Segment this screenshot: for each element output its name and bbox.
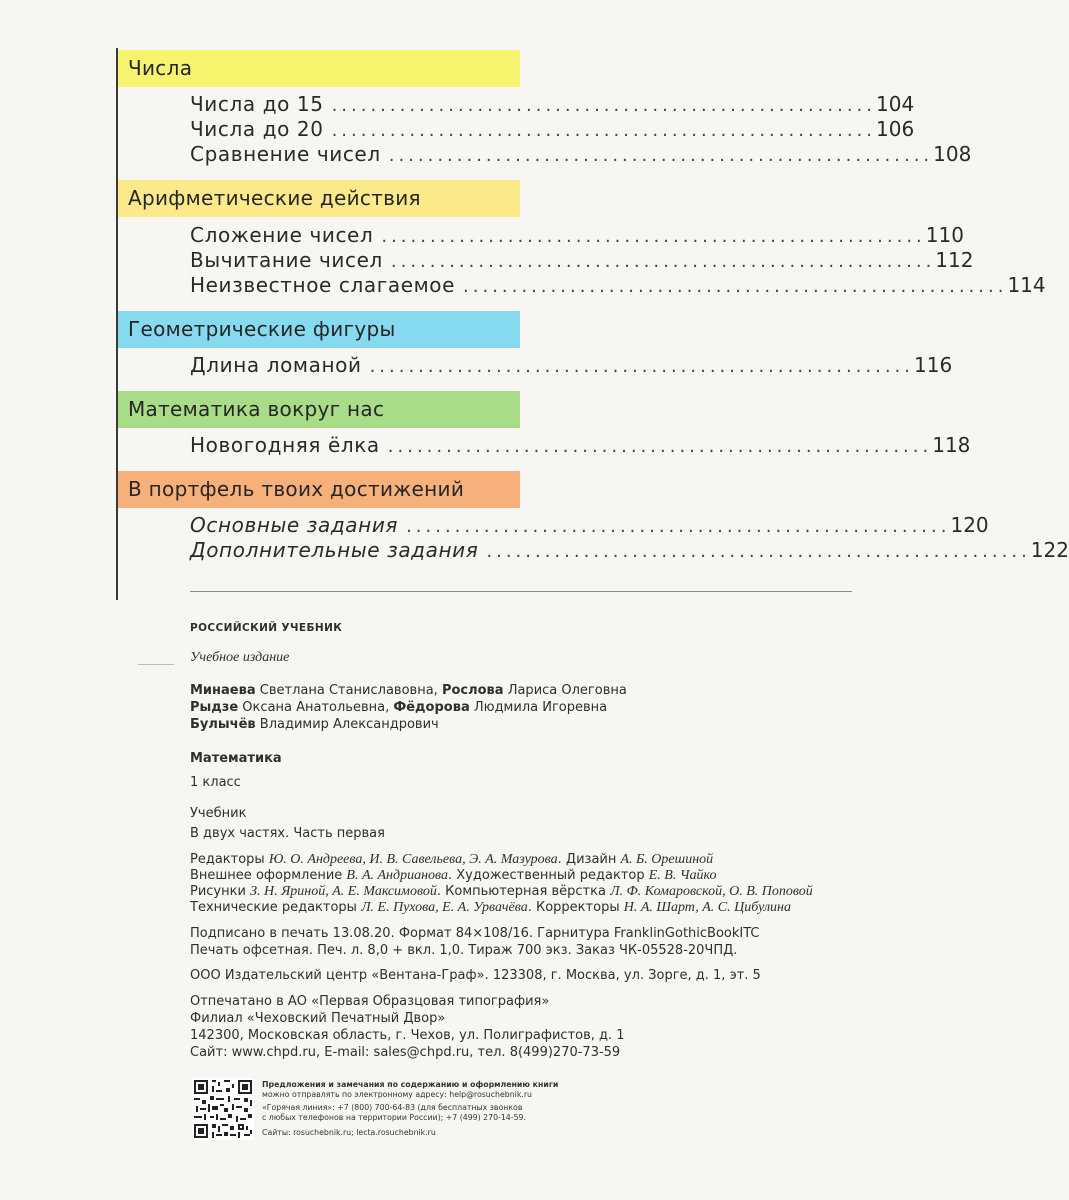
toc-item[interactable] [190, 273, 1046, 299]
section-divider [190, 591, 852, 592]
toc-section-heading: Геометрические фигуры [118, 311, 520, 348]
toc-item-page: 122 [1030, 538, 1069, 562]
printer-line-4: Сайт: www.chpd.ru, E-mail: sales@chpd.ru, тел. 8(499)270-73-59 [190, 1045, 621, 1060]
toc-item-page: 110 [925, 223, 964, 247]
printer-line-1: Отпечатано в АО «Первая Образцовая типография» [190, 994, 550, 1009]
toc-item-title: Вычитание чисел [190, 248, 383, 272]
feedback-line: с любых телефонов на территории России); +7 (499) 270-14-59. [262, 1113, 526, 1123]
feedback-line: Сайты: rosuchebnik.ru; lecta.rosuchebnik.ru [262, 1127, 436, 1137]
toc-item-page: 120 [950, 513, 989, 537]
toc-section-math-around-us [118, 391, 520, 428]
credits-line-3: Рисунки З. Н. Яриной, А. Е. Максимовой. Компьютерная вёрстка Л. Ф. Комаровской, О. В. Поповой [190, 884, 813, 899]
toc-section-portfolio [118, 471, 520, 508]
toc-leader-dots: ........................................................ [369, 356, 914, 377]
toc-item-title: Сложение чисел [190, 223, 374, 247]
toc-section-geometry [118, 311, 520, 348]
print-details-2: Печать офсетная. Печ. л. 8,0 + вкл. 1,0. Тираж 700 экз. Заказ ЧК-05528-20ЧПД. [190, 943, 738, 958]
credits-line-1: Редакторы Ю. О. Андреева, И. В. Савельева, Э. А. Мазурова. Дизайн А. Б. Орешиной [190, 852, 714, 867]
authors-line-1 [190, 683, 627, 700]
toc-section-arithmetic [118, 180, 520, 217]
author-name: Светлана Станиславовна, [255, 683, 442, 698]
toc-leader-dots: ........................................................ [388, 145, 934, 166]
feedback-line: «Горячая линия»: +7 (800) 700-64-83 (для бесплатных звонков [262, 1102, 523, 1112]
qr-code-icon [192, 1078, 254, 1140]
author-name: Оксана Анатольевна, [238, 700, 394, 715]
author-surname: Булычёв [190, 717, 256, 732]
grade: 1 класс [190, 775, 241, 790]
toc-item[interactable] [190, 142, 972, 168]
toc-item[interactable] [190, 538, 1069, 564]
toc-item[interactable] [190, 117, 915, 143]
author-surname: Фёдорова [393, 700, 470, 715]
toc-item-title: Основные задания [190, 513, 399, 537]
toc-leader-dots: ........................................................ [406, 516, 951, 537]
edition-type: Учебное издание [190, 650, 290, 665]
toc-item-page: 118 [932, 433, 971, 457]
toc-section-numbers [118, 50, 520, 87]
author-surname: Рыдзе [190, 700, 239, 715]
author-name: Лариса Олеговна [503, 683, 627, 698]
toc-item-page: 108 [933, 142, 972, 166]
toc-item-title: Сравнение чисел [190, 142, 381, 166]
book-type: Учебник [190, 806, 247, 821]
toc-item-title: Длина ломаной [190, 353, 362, 377]
toc-item-title: Неизвестное слагаемое [190, 273, 456, 297]
book-part: В двух частях. Часть первая [190, 826, 385, 841]
toc-leader-dots: ........................................................ [387, 436, 933, 457]
toc-leader-dots: ........................................................ [331, 95, 876, 116]
toc-section-heading: Математика вокруг нас [118, 391, 520, 428]
toc-item[interactable] [190, 433, 971, 459]
toc-item-page: 116 [914, 353, 953, 377]
toc-section-heading: В портфель твоих достижений [118, 471, 520, 508]
toc-leader-dots: ........................................................ [331, 120, 876, 141]
divider-mark [138, 664, 174, 665]
authors-line-2 [190, 700, 607, 717]
toc-item[interactable] [190, 248, 974, 274]
toc-leader-dots: ........................................................ [381, 226, 926, 247]
series-label: РОССИЙСКИЙ УЧЕБНИК [190, 622, 343, 634]
toc-item[interactable] [190, 223, 964, 249]
author-surname: Минаева [190, 683, 256, 698]
authors-line-3 [190, 717, 439, 734]
publisher-address: ООО Издательский центр «Вентана-Граф». 123308, г. Москва, ул. Зорге, д. 1, эт. 5 [190, 968, 761, 983]
toc-item-page: 114 [1007, 273, 1046, 297]
toc-item-page: 106 [876, 117, 915, 141]
author-name: Людмила Игоревна [469, 700, 608, 715]
printer-line-3: 142300, Московская область, г. Чехов, ул. Полиграфистов, д. 1 [190, 1028, 625, 1043]
toc-item-title: Числа до 15 [190, 92, 324, 116]
book-title: Математика [190, 751, 282, 766]
credits-line-4: Технические редакторы Л. Е. Пухова, Е. А. Урвачёва. Корректоры Н. А. Шарт, А. С. Цибулина [190, 900, 792, 915]
printer-line-2: Филиал «Чеховский Печатный Двор» [190, 1011, 446, 1026]
feedback-line: можно отправлять по электронному адресу: help@rosuchebnik.ru [262, 1090, 532, 1100]
toc-item-title: Числа до 20 [190, 117, 324, 141]
author-surname: Рослова [441, 683, 504, 698]
author-name: Владимир Александрович [255, 717, 439, 732]
toc-item-title: Новогодняя ёлка [190, 433, 380, 457]
toc-item-title: Дополнительные задания [190, 538, 479, 562]
print-details-1: Подписано в печать 13.08.20. Формат 84×108/16. Гарнитура FranklinGothicBookITC [190, 926, 760, 941]
toc-leader-dots: ........................................................ [390, 251, 936, 272]
toc-item-page: 104 [876, 92, 915, 116]
toc-leader-dots: ........................................................ [486, 541, 1031, 562]
credits-line-2: Внешнее оформление В. А. Андрианова. Художественный редактор Е. В. Чайко [190, 868, 717, 883]
toc-leader-dots: ........................................................ [463, 276, 1008, 297]
toc-item[interactable] [190, 92, 915, 118]
toc-item-page: 112 [935, 248, 974, 272]
toc-section-heading: Числа [118, 50, 520, 87]
toc-item[interactable] [190, 353, 953, 379]
feedback-info [262, 1080, 622, 1138]
toc-section-heading: Арифметические действия [118, 180, 520, 217]
toc-item[interactable] [190, 513, 989, 539]
feedback-line: Предложения и замечания по содержанию и оформлению книги [262, 1080, 559, 1089]
